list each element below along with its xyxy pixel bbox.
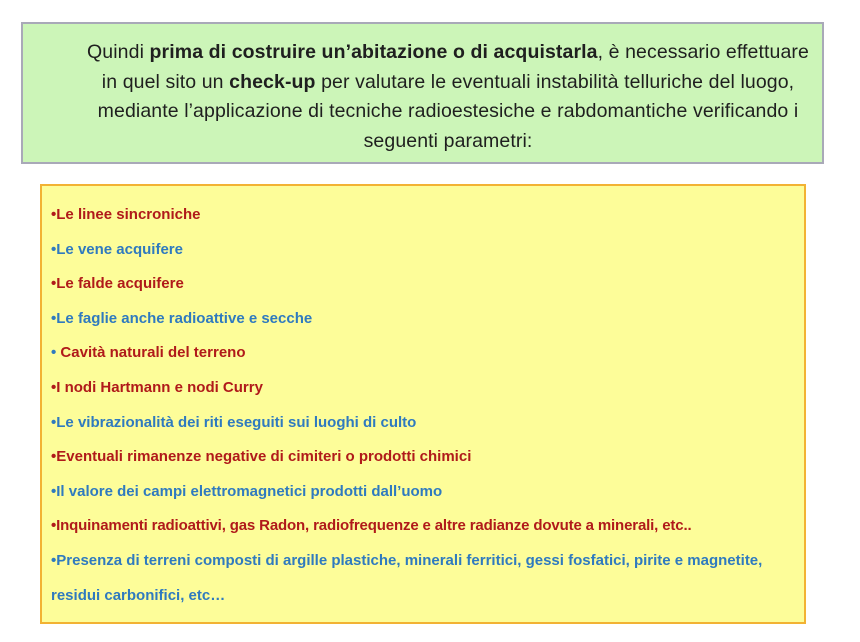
list-item: •Il valore dei campi elettromagnetici prodotti dall’uomo: [51, 482, 443, 500]
intro-box: [21, 22, 824, 164]
list-item: •Le falde acquifere: [51, 275, 184, 293]
list-item: •Inquinamenti radioattivi, gas Radon, radiofrequenze e altre radianze dovute a minerali, etc..: [51, 517, 692, 535]
list-item: •Le linee sincroniche: [51, 206, 201, 223]
intro-paragraph: [83, 38, 813, 156]
intro-text-part2: , è necessario effettuare in quel sito un: [101, 41, 809, 93]
intro-text-part3: per valutare le eventuali instabilità telluriche del luogo, mediante l’applicazione di tecniche radioestesiche e rabdomantiche verificando i seguenti parametri:: [97, 70, 799, 152]
list-item: • Cavità naturali del terreno: [51, 344, 246, 362]
list-item: •I nodi Hartmann e nodi Curry: [51, 378, 263, 396]
intro-text-part1: Quindi: [87, 41, 150, 63]
list-item: •Eventuali rimanenze negative di cimiteri o prodotti chimici: [51, 448, 472, 466]
list-item: •Le vibrazionalità dei riti eseguiti sui luoghi di culto: [51, 413, 417, 431]
list-item: •Presenza di terreni composti di argille plastiche, minerali ferritici, gessi fosfatici, pirite e magnetite, residui carbonifici, etc…: [51, 551, 763, 604]
parameters-list: [51, 198, 801, 613]
list-item: •Le faglie anche radioattive e secche: [51, 309, 313, 327]
intro-bold-phrase-1: prima di costruire un’abitazione o di acquistarla: [149, 41, 598, 63]
list-item: •Le vene acquifere: [51, 240, 183, 258]
parameters-box: [40, 184, 806, 624]
intro-bold-phrase-2: check-up: [229, 70, 316, 93]
